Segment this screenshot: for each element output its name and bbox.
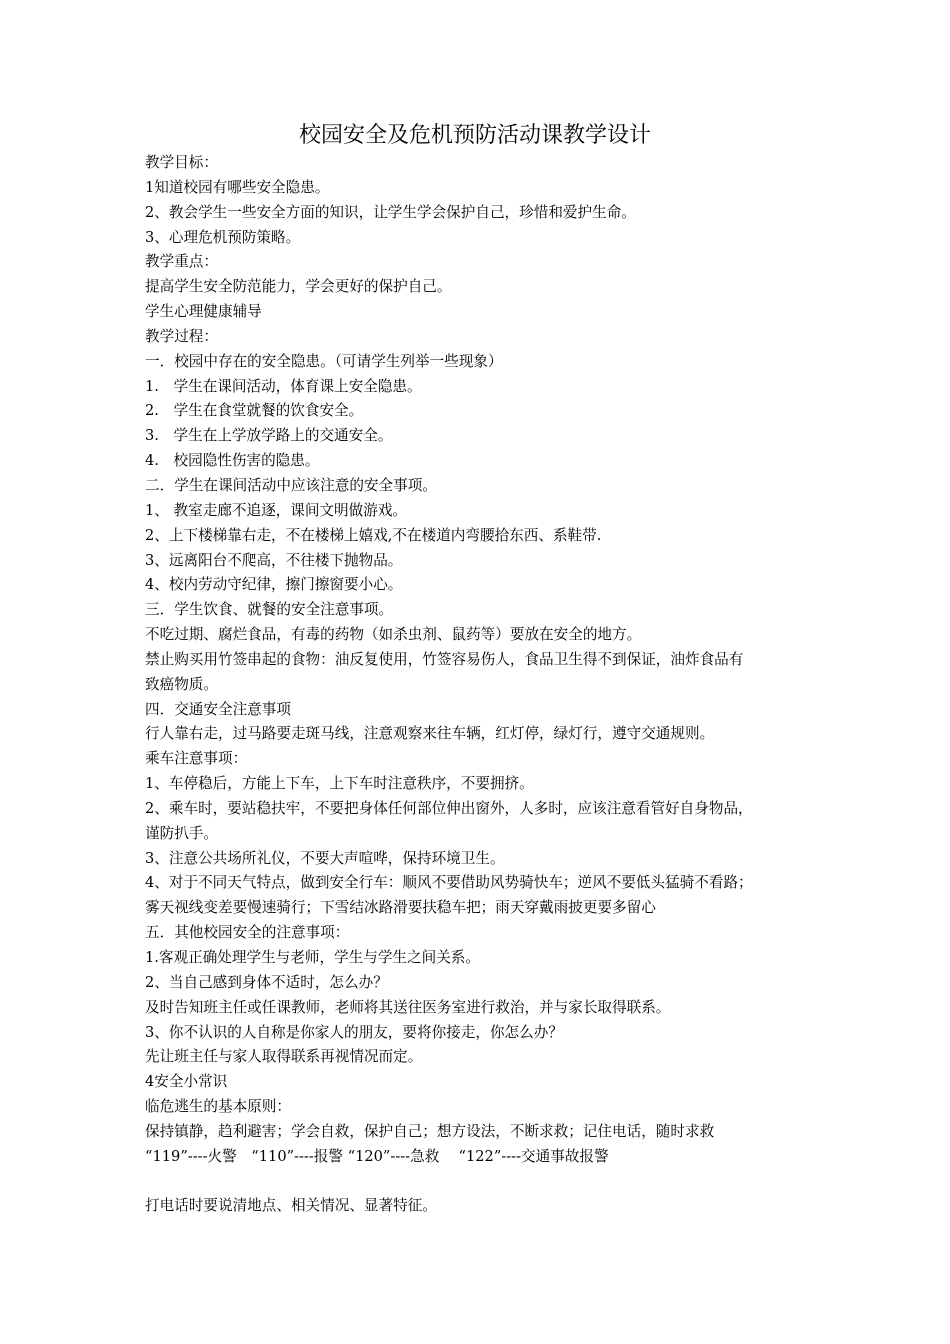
emergency-numbers-line: “119”----火警 “110”----报警 “120”----急救 “122”----交通事故报警 xyxy=(145,1147,609,1165)
paragraph-line: 2、乘车时，要站稳扶牢，不要把身体任何部位伸出窗外，人多时，应该注意看管好自身物品， xyxy=(145,799,753,817)
paragraph-line: 2、教会学生一些安全方面的知识，让学生学会保护自己，珍惜和爱护生命。 xyxy=(145,203,636,221)
document-title: 校园安全及危机预防活动课教学设计 xyxy=(298,123,651,148)
paragraph-line: 3、心理危机预防策略。 xyxy=(145,228,301,246)
paragraph-line: 教学重点： xyxy=(145,253,218,271)
paragraph-line: 二．学生在课间活动中应该注意的安全事项。 xyxy=(145,476,437,494)
paragraph-line: 不吃过期、腐烂食品，有毒的药物（如杀虫剂、鼠药等）要放在安全的地方。 xyxy=(145,626,642,644)
paragraph-line: 学生心理健康辅导 xyxy=(145,303,262,321)
paragraph-line: 教学目标： xyxy=(145,154,218,171)
paragraph-line: 保持镇静，趋利避害；学会自救，保护自己；想方设法，不断求救；记住电话，随时求救 xyxy=(145,1122,715,1140)
paragraph-line: 2、上下楼梯靠右走，不在楼梯上嬉戏,不在楼道内弯腰拾东西、系鞋带. xyxy=(145,526,602,544)
paragraph-line: 1.客观正确处理学生与老师，学生与学生之间关系。 xyxy=(145,949,480,966)
paragraph-line: 行人靠右走，过马路要走斑马线，注意观察来往车辆，红灯停，绿灯行，遵守交通规则。 xyxy=(145,725,715,743)
paragraph-line: 一．校园中存在的安全隐患。（可请学生列举一些现象） xyxy=(145,352,503,370)
paragraph-line: 三．学生饮食、就餐的安全注意事项。 xyxy=(145,601,394,619)
paragraph-line: 3、远离阳台不爬高，不往楼下抛物品。 xyxy=(145,551,403,569)
paragraph-line: 四．交通安全注意事项 xyxy=(145,700,291,718)
paragraph-line: 3. 学生在上学放学路上的交通安全。 xyxy=(145,427,393,445)
paragraph-line: 打电话时要说清地点、相关情况、显著特征。 xyxy=(145,1197,437,1215)
paragraph-line: 提高学生安全防范能力，学会更好的保护自己。 xyxy=(145,278,452,296)
paragraph-line: 1知道校园有哪些安全隐患。 xyxy=(145,178,330,196)
paragraph-line: 1、 教室走廊不追逐，课间文明做游戏。 xyxy=(145,501,408,519)
paragraph-line: 先让班主任与家人取得联系再视情况而定。 xyxy=(145,1048,423,1066)
paragraph-line: 1. 学生在课间活动，体育课上安全隐患。 xyxy=(145,377,422,395)
paragraph-line: 1、车停稳后，方能上下车，上下车时注意秩序，不要拥挤。 xyxy=(145,775,534,793)
paragraph-line: 乘车注意事项： xyxy=(145,750,248,768)
paragraph-line: 3、注意公共场所礼仪，不要大声喧哗，保持环境卫生。 xyxy=(145,849,505,867)
paragraph-line: 谨防扒手。 xyxy=(145,824,218,842)
paragraph-line: 2. 学生在食堂就餐的饮食安全。 xyxy=(145,402,364,420)
paragraph-line: 4. 校园隐性伤害的隐患。 xyxy=(145,452,320,470)
paragraph-line: 禁止购买用竹签串起的食物：油反复使用，竹签容易伤人，食品卫生得不到保证，油炸食品有 xyxy=(145,650,744,668)
paragraph-line: 雾天视线变差要慢速骑行；下雪结冰路滑要扶稳车把；雨天穿戴雨披更要多留心 xyxy=(145,899,656,917)
paragraph-line: 五．其他校园安全的注意事项： xyxy=(145,924,350,942)
paragraph-line: 教学过程： xyxy=(145,327,218,345)
paragraph-line: 临危逃生的基本原则： xyxy=(145,1098,291,1116)
paragraph-line: 2、当自己感到身体不适时，怎么办？ xyxy=(145,973,388,991)
paragraph-line: 及时告知班主任或任课教师，老师将其送往医务室进行救治，并与家长取得联系。 xyxy=(145,998,671,1016)
paragraph-line: 4、校内劳动守纪律，擦门擦窗要小心。 xyxy=(145,576,403,594)
paragraph-line: 4安全小常识 xyxy=(145,1073,228,1091)
document-body xyxy=(145,151,815,1219)
paragraph-line: 3、你不认识的人自称是你家人的朋友，要将你接走，你怎么办？ xyxy=(145,1023,563,1041)
paragraph-line: 致癌物质。 xyxy=(145,675,218,693)
paragraph-line: 4、对于不同天气特点，做到安全行车：顺风不要借助风势骑快车；逆风不要低头猛骑不看路； xyxy=(145,874,753,892)
